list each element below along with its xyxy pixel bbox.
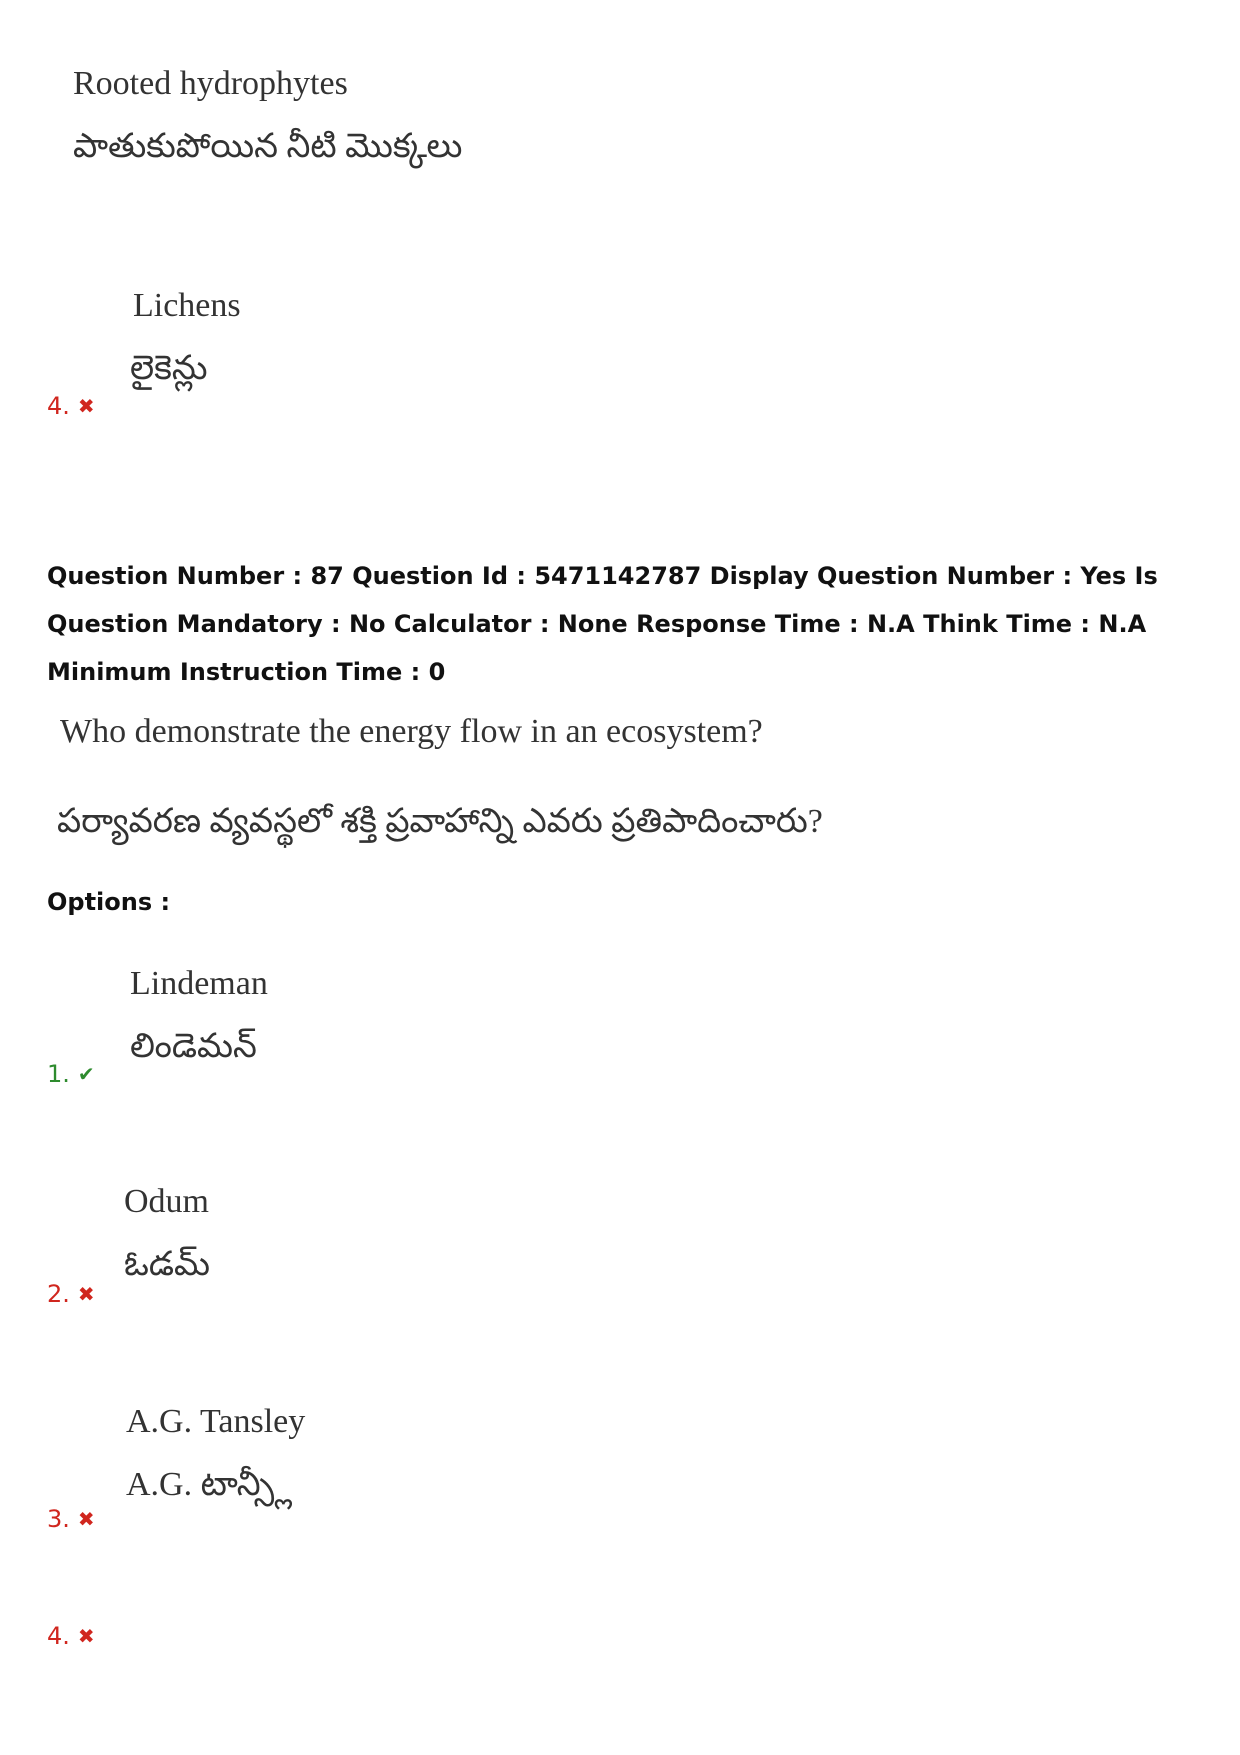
option-3-marker — [47, 1505, 95, 1533]
cross-icon: ✖ — [77, 1624, 95, 1648]
cross-icon: ✖ — [77, 1282, 95, 1306]
option-1-en: Lindeman — [130, 965, 268, 1002]
option-number: 3. — [47, 1505, 70, 1533]
options-label: Options : — [47, 888, 171, 916]
option-number: 4. — [47, 392, 70, 420]
option-1-marker — [47, 1060, 95, 1088]
option-3-en: A.G. Tansley — [126, 1403, 306, 1440]
option-1-te: లిండెమన్ — [130, 1028, 257, 1065]
prev-option-4-te: లైకెన్లు — [130, 350, 208, 387]
option-2-marker — [47, 1280, 95, 1308]
option-number: 2. — [47, 1280, 70, 1308]
option-number: 4. — [47, 1622, 70, 1650]
option-2-en: Odum — [124, 1183, 209, 1220]
option-number: 1. — [47, 1060, 70, 1088]
prev-option-4-en: Lichens — [133, 287, 241, 324]
option-3-te: A.G. టాన్స్లీ — [126, 1466, 292, 1503]
option-4-marker — [47, 1622, 95, 1650]
question-text-te: పర్యావరణ వ్యవస్థలో శక్తి ప్రవాహాన్ని ఎవరు ప్రతిపాదించారు? — [57, 803, 823, 840]
check-icon: ✔ — [77, 1062, 95, 1086]
question-meta: Question Number : 87 Question Id : 5471142787 Display Question Number : Yes Is Question Mandatory : No Calculator : None Response Time : N.A Think Time : N.A Minimum Instruction Time : 0 — [47, 562, 1158, 686]
cross-icon: ✖ — [77, 394, 95, 418]
prev-option-4-marker — [47, 392, 95, 420]
cross-icon: ✖ — [77, 1507, 95, 1531]
option-2-te: ఓడమ్ — [124, 1246, 210, 1283]
prev-option-3-en: Rooted hydrophytes — [73, 65, 348, 102]
question-text-en: Who demonstrate the energy flow in an ecosystem? — [60, 713, 763, 750]
prev-option-3-te: పాతుకుపోయిన నీటి మొక్కలు — [73, 128, 463, 165]
